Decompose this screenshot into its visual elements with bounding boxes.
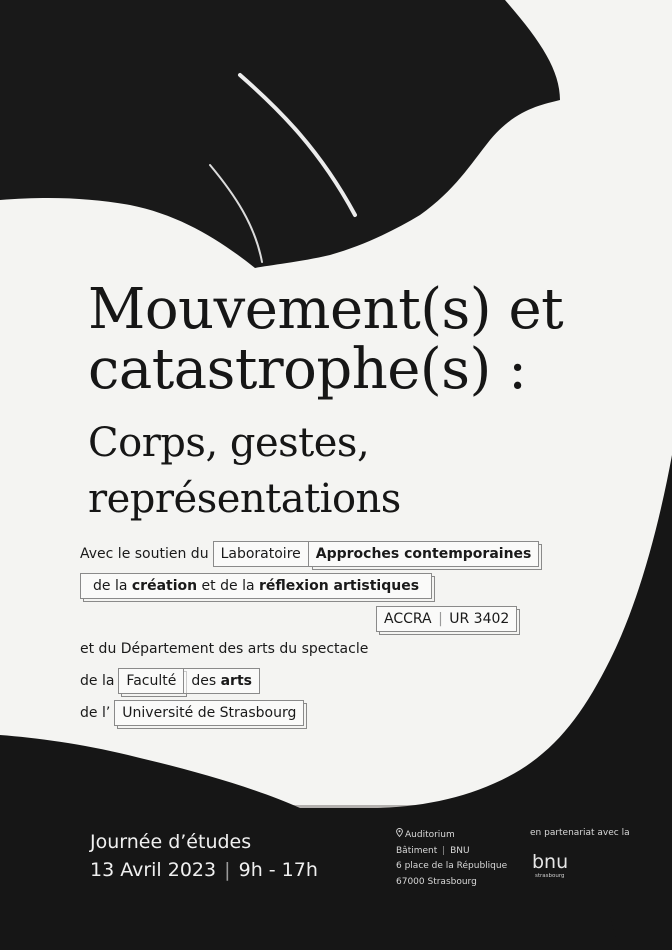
event-time: 9h - 17h [238, 859, 318, 881]
lab-name-1: Approches contemporaines [315, 546, 532, 562]
brush-stroke-top [0, 0, 560, 268]
subtitle-line-1: Corps, gestes, [88, 420, 370, 466]
support-row-lab [80, 541, 539, 567]
event-date-time [90, 856, 318, 884]
faculty-prefix: de la [80, 673, 115, 689]
faculty-name-a: des [191, 673, 221, 689]
title-line-2: catastrophe(s) : [88, 337, 527, 402]
faculty-name-box [184, 668, 260, 694]
university-box: Université de Strasbourg [114, 700, 304, 726]
lab-name-2-c: et de la [197, 578, 259, 594]
department-text: et du Département des arts du spectacle [80, 641, 369, 657]
lab-word-box: Laboratoire [213, 541, 309, 567]
venue-name: Auditorium [405, 830, 455, 840]
accra-unit: UR 3402 [449, 611, 510, 627]
bnu-logo [530, 848, 590, 880]
support-intro: Avec le soutien du [80, 546, 209, 562]
accra-acronym: ACCRA [384, 611, 432, 627]
partner-label: en partenariat avec la [530, 828, 630, 838]
event-info [90, 828, 318, 884]
subtitle-line-2: représentations [88, 476, 401, 522]
building-separator: | [442, 845, 446, 856]
support-row-lab-name [80, 573, 432, 599]
support-row-accra [376, 606, 517, 632]
lab-name-2-d: réflexion artistiques [258, 578, 420, 594]
faculty-name-b: arts [220, 673, 252, 689]
support-row-department [80, 641, 368, 657]
event-type: Journée d’études [90, 831, 252, 853]
event-date: 13 Avril 2023 [90, 859, 217, 881]
bnu-logo-text: bnu [532, 851, 569, 873]
title-line-1: Mouvement(s) et [88, 277, 564, 342]
accra-box [376, 606, 517, 632]
venue-info [396, 828, 507, 890]
brush-stroke-bottom-left [0, 735, 300, 808]
building-line [396, 844, 507, 860]
venue-line [396, 828, 507, 844]
lab-name-2-a: de la [93, 578, 132, 594]
bnu-logo-subtext: strasbourg [535, 873, 565, 879]
support-row-university [80, 700, 304, 726]
university-prefix: de l’ [80, 705, 111, 721]
street-line: 6 place de la République [396, 861, 508, 871]
building-label: Bâtiment [396, 845, 438, 856]
city-line: 67000 Strasbourg [396, 876, 477, 887]
lab-name-box [309, 541, 540, 567]
building-name: BNU [450, 845, 470, 856]
support-row-faculty [80, 668, 260, 694]
location-pin-icon [396, 828, 403, 837]
lab-name-2-b: création [131, 578, 198, 594]
accra-separator: | [438, 611, 443, 627]
event-time-separator: | [224, 859, 231, 881]
faculty-word-box: Faculté [118, 668, 184, 694]
lab-name-2-box [80, 573, 432, 599]
